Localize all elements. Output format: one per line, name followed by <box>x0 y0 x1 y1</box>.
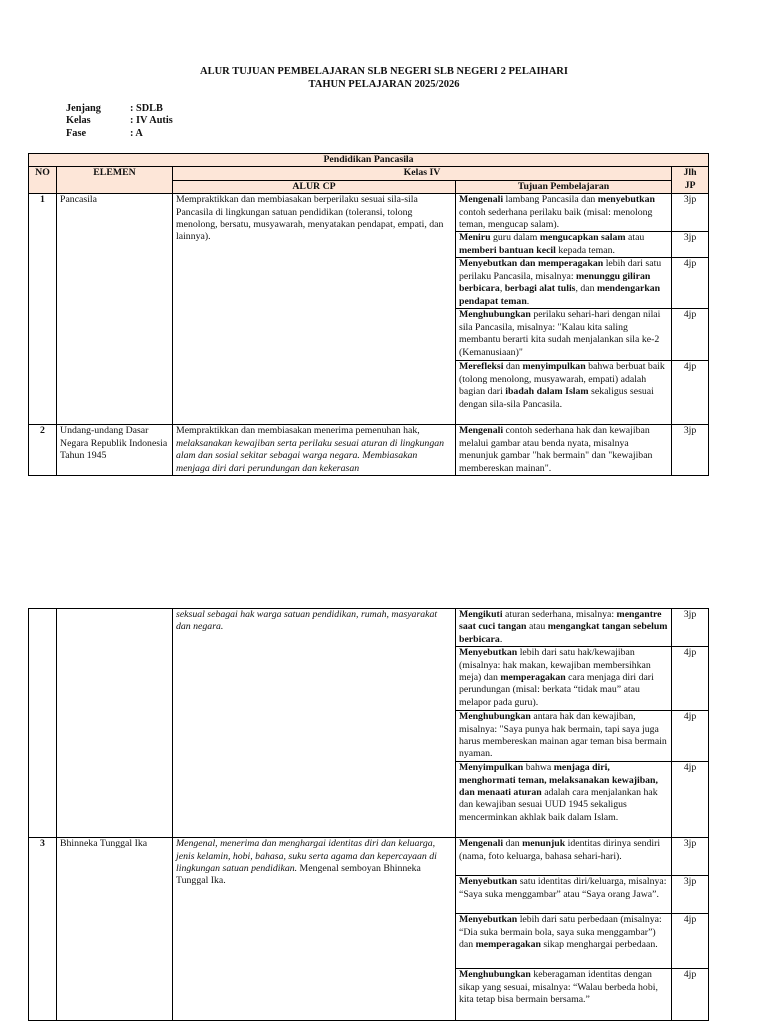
jp-cell: 4jp <box>672 711 709 762</box>
document-title <box>0 66 768 91</box>
meta-value: : SDLB <box>130 103 163 114</box>
table-row <box>29 838 709 876</box>
row-number: 1 <box>29 194 57 425</box>
elemen-cell: Undang-undang Dasar Negara Republik Indonesia Tahun 1945 <box>57 425 173 476</box>
alur-cp-cell: Mempraktikkan dan membiasakan berperilaku sesuai sila-sila Pancasila di lingkungan satuan pendidikan (toleransi, tolong menolong, bersatu, musyawarah, menyatakan pendapat, empati, dan lainnya). <box>173 194 456 425</box>
jp-cell: 4jp <box>672 309 709 361</box>
table-header-subject-row <box>29 154 709 167</box>
elemen-cell: Pancasila <box>57 194 173 425</box>
title-line-1: ALUR TUJUAN PEMBELAJARAN SLB NEGERI SLB NEGERI 2 PELAIHARI <box>200 66 568 77</box>
alur-cp-cell: Mempraktikkan dan membiasakan menerima pemenuhan hak, melaksanakan kewajiban serta perilaku sesuai aturan di lingkungan alam dan sosial sekitar sebagai warga negara. Membiasakan menjaga diri dari perundungan dan kekerasan <box>173 425 456 476</box>
tujuan-cell: Menyebutkan dan memperagakan lebih dari satu perilaku Pancasila, misalnya: menunggu giliran berbicara, berbagi alat tulis, dan mendengarkan pendapat teman. <box>456 258 672 309</box>
jp-cell: 4jp <box>672 361 709 425</box>
meta-kelas <box>66 115 173 127</box>
title-line-2: TAHUN PELAJARAN 2025/2026 <box>308 78 460 90</box>
jp-cell: 3jp <box>672 194 709 232</box>
row-number-continued <box>29 609 57 838</box>
tujuan-cell: Menyebutkan satu identitas diri/keluarga, misalnya: “Saya suka menggambar” atau “Saya orang Jawa”. <box>456 876 672 914</box>
meta-label: Fase <box>66 127 87 139</box>
jp-label: JP <box>684 179 696 191</box>
atp-table-page-2 <box>28 608 709 1021</box>
jp-cell: 3jp <box>672 425 709 476</box>
alur-cp-cell: Mengenal, menerima dan menghargai identitas diri dan keluarga, jenis kelamin, hobi, bahasa, suku serta agama dan kepercayaan di lingkungan satuan pendidikan. Mengenal semboyan Bhinneka Tunggal Ika. <box>173 838 456 1021</box>
elemen-header: ELEMEN <box>57 167 173 194</box>
meta-jenjang <box>66 103 173 115</box>
jp-cell: 3jp <box>672 609 709 647</box>
table-header-row <box>29 167 709 180</box>
tujuan-cell: Menyimpulkan bahwa menjaga diri, menghormati teman, melaksanakan kewajiban, dan menaati aturan adalah cara menjalankan hak dan kewajiban sesuai UUD 1945 sekaligus mencerminkan akhlak baik dalam Islam. <box>456 762 672 838</box>
row-number: 2 <box>29 425 57 476</box>
tujuan-cell: Menghubungkan antara hak dan kewajiban, misalnya: "Saya punya hak bermain, tapi saya juga harus membereskan mainan agar teman bisa bermain nyaman. <box>456 711 672 762</box>
meta-fase <box>66 128 173 140</box>
no-header: NO <box>29 167 57 194</box>
table-row <box>29 425 709 476</box>
kelas-header: Kelas IV <box>173 167 672 180</box>
tujuan-cell: Merefleksi dan menyimpulkan bahwa berbuat baik (tolong menolong, musyawarah, empati) adalah bagian dari ibadah dalam Islam sekaligus sesuai dengan sila-sila Pancasila. <box>456 361 672 425</box>
tujuan-cell: Menghubungkan keberagaman identitas dengan sikap yang sesuai, misalnya: “Walau berbeda hobi, kita tetap bisa bermain bersama.” <box>456 969 672 1021</box>
tujuan-cell: Menghubungkan perilaku sehari-hari dengan nilai sila Pancasila, misalnya: "Kalau kita saling membantu berarti kita sudah menjalankan sila ke-2 (Kemanusiaan)" <box>456 309 672 361</box>
tujuan-cell: Mengenali contoh sederhana hak dan kewajiban melalui gambar atau benda nyata, misalnya menunjuk gambar "hak bermain" dan "kewajiban membereskan mainan". <box>456 425 672 476</box>
row-number: 3 <box>29 838 57 1021</box>
jp-cell: 3jp <box>672 876 709 914</box>
meta-info <box>66 103 173 140</box>
jlh-jp-header <box>672 167 709 194</box>
elemen-cell-continued <box>57 609 173 838</box>
tujuan-header: Tujuan Pembelajaran <box>456 180 672 193</box>
meta-label: Kelas <box>66 115 91 127</box>
jp-cell: 3jp <box>672 232 709 258</box>
jlh-label: Jlh <box>683 167 697 179</box>
jp-cell: 4jp <box>672 914 709 969</box>
alur-cp-header: ALUR CP <box>173 180 456 193</box>
tujuan-cell: Menyebutkan lebih dari satu perbedaan (misalnya: “Dia suka bermain bola, saya suka menggambar”) dan memperagakan sikap menghargai perbedaan. <box>456 914 672 969</box>
tujuan-cell: Menyebutkan lebih dari satu hak/kewajiban (misalnya: hak makan, kewajiban membersihkan meja) dan memperagakan cara menjaga diri dari perundungan (misal: berkata “tidak mau” atau melapor pada guru). <box>456 647 672 711</box>
meta-value: : A <box>130 127 143 139</box>
subject-header: Pendidikan Pancasila <box>29 154 709 167</box>
tujuan-cell: Meniru guru dalam mengucapkan salam atau memberi bantuan kecil kepada teman. <box>456 232 672 258</box>
jp-cell: 4jp <box>672 762 709 838</box>
atp-table-page-1 <box>28 153 709 476</box>
tujuan-cell: Mengenali lambang Pancasila dan menyebutkan contoh sederhana perilaku baik (misal: menolong teman, mengucap salam). <box>456 194 672 232</box>
table-row <box>29 194 709 232</box>
jp-cell: 4jp <box>672 647 709 711</box>
elemen-cell: Bhinneka Tunggal Ika <box>57 838 173 1021</box>
meta-label: Jenjang <box>66 103 101 114</box>
table-row <box>29 609 709 647</box>
meta-value: : IV Autis <box>130 115 173 127</box>
alur-cp-cell-continued: seksual sebagai hak warga satuan pendidikan, rumah, masyarakat dan negara. <box>173 609 456 838</box>
jp-cell: 4jp <box>672 969 709 1021</box>
jp-cell: 3jp <box>672 838 709 876</box>
tujuan-cell: Mengikuti aturan sederhana, misalnya: mengantre saat cuci tangan atau mengangkat tangan sebelum berbicara. <box>456 609 672 647</box>
tujuan-cell: Mengenali dan menunjuk identitas dirinya sendiri (nama, foto keluarga, bahasa sehari-hari). <box>456 838 672 876</box>
jp-cell: 4jp <box>672 258 709 309</box>
